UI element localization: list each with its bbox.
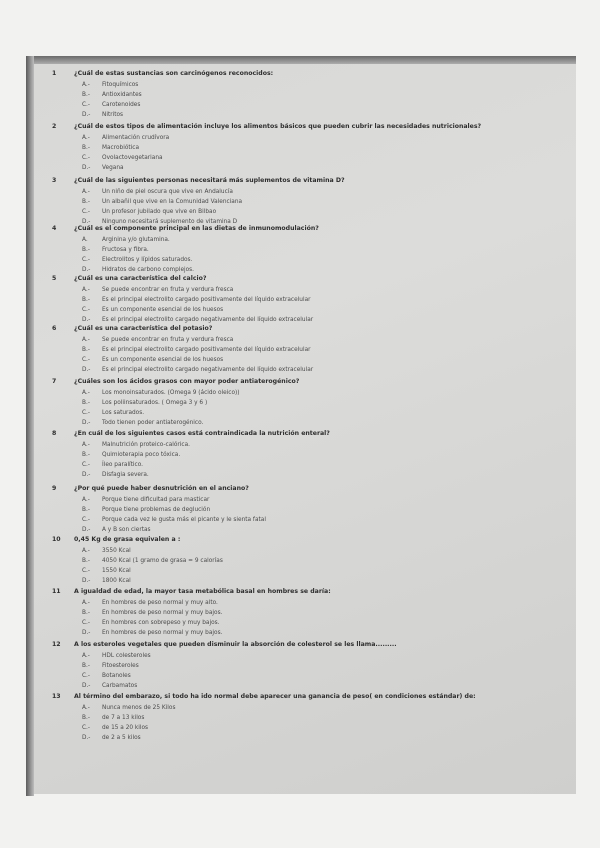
question-3 bbox=[34, 175, 574, 187]
option-letter: A. bbox=[82, 237, 88, 243]
option-letter: C.- bbox=[82, 209, 90, 215]
option-text: Íleo paralítico. bbox=[102, 462, 144, 468]
answer-option bbox=[34, 651, 554, 661]
answer-option bbox=[34, 305, 554, 315]
question-number: 8 bbox=[52, 430, 57, 437]
option-text: Nitritos bbox=[102, 112, 124, 118]
option-letter: C.- bbox=[82, 620, 90, 626]
option-text: Porque tiene problemas de deglución bbox=[102, 507, 211, 513]
answer-option bbox=[34, 556, 554, 566]
option-text: Es un componente esencial de los huesos bbox=[102, 307, 224, 313]
option-letter: C.- bbox=[82, 357, 90, 363]
option-text: Carbamatos bbox=[102, 683, 138, 689]
option-letter: C.- bbox=[82, 102, 90, 108]
question-number: 13 bbox=[52, 693, 61, 700]
answer-option bbox=[34, 608, 554, 618]
answer-option bbox=[34, 515, 554, 525]
option-text: Botanoles bbox=[102, 673, 131, 679]
option-letter: C.- bbox=[82, 725, 90, 731]
option-letter: A.- bbox=[82, 189, 90, 195]
answer-option bbox=[34, 495, 554, 505]
answer-option bbox=[34, 80, 554, 90]
option-letter: B.- bbox=[82, 400, 90, 406]
option-text: Ovolactovegetariana bbox=[102, 155, 163, 161]
option-text: A y B son ciertas bbox=[102, 527, 151, 533]
page-shadow-left bbox=[26, 56, 34, 796]
option-text: Disfagia severa. bbox=[102, 472, 149, 478]
question-text: ¿Cuál es el componente principal en las dietas de inmunomodulación? bbox=[74, 225, 319, 232]
question-text: A los esteroles vegetales que pueden disminuir la absorción de colesterol se les llama......... bbox=[74, 641, 397, 648]
answer-option bbox=[34, 285, 554, 295]
option-letter: D.- bbox=[82, 367, 91, 373]
option-letter: A.- bbox=[82, 705, 90, 711]
answer-option bbox=[34, 460, 554, 470]
option-text: Es el principal electrolito cargado positivamente del líquido extracelular bbox=[102, 347, 311, 353]
question-text: ¿En cuál de los siguientes casos está contraindicada la nutrición enteral? bbox=[74, 430, 330, 437]
option-letter: A.- bbox=[82, 287, 90, 293]
option-text: Vegana bbox=[102, 165, 124, 171]
option-text: Porque cada vez le gusta más el picante y le sienta fatal bbox=[102, 517, 266, 523]
option-letter: C.- bbox=[82, 673, 90, 679]
option-text: Todo tienen poder antiaterogénico. bbox=[102, 420, 204, 426]
question-text: ¿Cuál de estas sustancias son carcinógenos reconocidos: bbox=[74, 70, 274, 77]
question-4 bbox=[34, 223, 574, 235]
option-text: Los saturados. bbox=[102, 410, 145, 416]
answer-option bbox=[34, 618, 554, 628]
option-letter: D.- bbox=[82, 472, 91, 478]
option-letter: D.- bbox=[82, 735, 91, 741]
answer-option bbox=[34, 90, 554, 100]
question-text: ¿Cuál es una característica del calcio? bbox=[74, 275, 207, 282]
option-letter: A.- bbox=[82, 442, 90, 448]
option-text: 1800 Kcal bbox=[102, 578, 131, 584]
option-text: Los poliinsaturados. ( Omega 3 y 6 ) bbox=[102, 400, 208, 406]
answer-option bbox=[34, 335, 554, 345]
option-letter: B.- bbox=[82, 247, 90, 253]
question-13 bbox=[34, 691, 574, 703]
question-number: 7 bbox=[52, 378, 57, 385]
answer-option bbox=[34, 295, 554, 305]
option-text: Los monoinsaturados. (Omega 9 (ácido oleico)) bbox=[102, 390, 240, 396]
option-text: Electrolitos y lípidos saturados. bbox=[102, 257, 193, 263]
question-number: 6 bbox=[52, 325, 57, 332]
answer-option bbox=[34, 661, 554, 671]
option-letter: C.- bbox=[82, 462, 90, 468]
option-letter: A.- bbox=[82, 337, 90, 343]
option-text: 3550 Kcal bbox=[102, 548, 131, 554]
option-text: de 7 a 13 kilos bbox=[102, 715, 145, 721]
option-letter: B.- bbox=[82, 347, 90, 353]
option-text: Un albañil que vive en la Comunidad Valenciana bbox=[102, 199, 243, 205]
option-text: Hidratos de carbono complejos. bbox=[102, 267, 195, 273]
option-letter: D.- bbox=[82, 578, 91, 584]
option-text: 4050 Kcal (1 gramo de grasa = 9 calorías bbox=[102, 558, 223, 564]
answer-option bbox=[34, 110, 554, 120]
question-number: 3 bbox=[52, 177, 57, 184]
answer-option bbox=[34, 153, 554, 163]
option-text: Nunca menos de 25 Kilos bbox=[102, 705, 176, 711]
option-letter: B.- bbox=[82, 297, 90, 303]
option-letter: C.- bbox=[82, 257, 90, 263]
option-text: En hombres de peso normal y muy bajos. bbox=[102, 630, 223, 636]
answer-option bbox=[34, 143, 554, 153]
answer-option bbox=[34, 133, 554, 143]
question-number: 11 bbox=[52, 588, 61, 595]
option-text: Se puede encontrar en fruta y verdura fresca bbox=[102, 337, 234, 343]
question-text: ¿Cuál de estos tipos de alimentación incluye los alimentos básicos que pueden cubrir las necesidades nutricionales? bbox=[74, 123, 482, 130]
answer-option bbox=[34, 365, 554, 375]
question-9 bbox=[34, 483, 574, 495]
answer-option bbox=[34, 681, 554, 691]
option-letter: B.- bbox=[82, 199, 90, 205]
answer-option bbox=[34, 163, 554, 173]
answer-option bbox=[34, 408, 554, 418]
option-letter: B.- bbox=[82, 507, 90, 513]
question-number: 9 bbox=[52, 485, 57, 492]
answer-option bbox=[34, 713, 554, 723]
option-letter: B.- bbox=[82, 663, 90, 669]
option-letter: B.- bbox=[82, 145, 90, 151]
answer-option bbox=[34, 733, 554, 743]
option-letter: A.- bbox=[82, 653, 90, 659]
option-letter: D.- bbox=[82, 165, 91, 171]
option-letter: B.- bbox=[82, 558, 90, 564]
answer-option bbox=[34, 470, 554, 480]
option-text: Es el principal electrolito cargado negativamente del líquido extracelular bbox=[102, 317, 314, 323]
option-text: En hombres de peso normal y muy alto. bbox=[102, 600, 218, 606]
question-11 bbox=[34, 586, 574, 598]
answer-option bbox=[34, 505, 554, 515]
option-text: Un profesor jubilado que vive en Bilbao bbox=[102, 209, 217, 215]
answer-option bbox=[34, 388, 554, 398]
answer-option bbox=[34, 598, 554, 608]
option-letter: A.- bbox=[82, 548, 90, 554]
option-letter: D.- bbox=[82, 317, 91, 323]
option-letter: D.- bbox=[82, 112, 91, 118]
answer-option bbox=[34, 187, 554, 197]
option-letter: A.- bbox=[82, 497, 90, 503]
answer-option bbox=[34, 197, 554, 207]
option-letter: A.- bbox=[82, 390, 90, 396]
option-text: En hombres de peso normal y muy bajos. bbox=[102, 610, 223, 616]
option-letter: D.- bbox=[82, 420, 91, 426]
exam-sheet bbox=[34, 64, 576, 794]
answer-option bbox=[34, 100, 554, 110]
option-text: 1550 Kcal bbox=[102, 568, 131, 574]
answer-option bbox=[34, 235, 554, 245]
option-text: Porque tiene dificultad para masticar bbox=[102, 497, 210, 503]
answer-option bbox=[34, 628, 554, 638]
option-letter: C.- bbox=[82, 155, 90, 161]
option-letter: B.- bbox=[82, 452, 90, 458]
option-letter: B.- bbox=[82, 715, 90, 721]
answer-option bbox=[34, 355, 554, 365]
answer-option bbox=[34, 418, 554, 428]
answer-option bbox=[34, 255, 554, 265]
option-letter: C.- bbox=[82, 568, 90, 574]
option-text: Se puede encontrar en fruta y verdura fresca bbox=[102, 287, 234, 293]
option-text: Es el principal electrolito cargado negativamente del líquido extracelular bbox=[102, 367, 314, 373]
option-letter: A.- bbox=[82, 82, 90, 88]
option-letter: B.- bbox=[82, 92, 90, 98]
option-text: Es un componente esencial de los huesos bbox=[102, 357, 224, 363]
option-text: Alimentación crudívora bbox=[102, 135, 170, 141]
option-letter: A.- bbox=[82, 135, 90, 141]
option-text: Antioxidantes bbox=[102, 92, 142, 98]
question-number: 1 bbox=[52, 70, 57, 77]
answer-option bbox=[34, 546, 554, 556]
answer-option bbox=[34, 345, 554, 355]
option-letter: C.- bbox=[82, 517, 90, 523]
question-number: 10 bbox=[52, 536, 61, 543]
question-2 bbox=[34, 121, 574, 133]
option-letter: C.- bbox=[82, 410, 90, 416]
option-text: de 2 a 5 kilos bbox=[102, 735, 141, 741]
option-letter: D.- bbox=[82, 683, 91, 689]
option-text: HDL colesteroles bbox=[102, 653, 151, 659]
question-text: 0,45 Kg de grasa equivalen a : bbox=[74, 536, 181, 543]
answer-option bbox=[34, 576, 554, 586]
option-letter: D.- bbox=[82, 630, 91, 636]
question-10 bbox=[34, 534, 574, 546]
option-text: Fructosa y fibra. bbox=[102, 247, 149, 253]
answer-option bbox=[34, 671, 554, 681]
option-text: de 15 a 20 kilos bbox=[102, 725, 149, 731]
option-text: En hombres con sobrepeso y muy bajos. bbox=[102, 620, 220, 626]
option-letter: B.- bbox=[82, 610, 90, 616]
question-number: 5 bbox=[52, 275, 57, 282]
option-text: Fitoesteroles bbox=[102, 663, 139, 669]
option-text: Macrobiótica bbox=[102, 145, 140, 151]
option-letter: A.- bbox=[82, 600, 90, 606]
option-letter: D.- bbox=[82, 527, 91, 533]
question-text: ¿Cuál es una característica del potasio? bbox=[74, 325, 213, 332]
answer-option bbox=[34, 723, 554, 733]
option-letter: D.- bbox=[82, 219, 91, 225]
option-text: Fitoquímicos bbox=[102, 82, 139, 88]
option-text: Malnutrición proteico-calórica. bbox=[102, 442, 190, 448]
question-number: 4 bbox=[52, 225, 57, 232]
question-8 bbox=[34, 428, 574, 440]
answer-option bbox=[34, 566, 554, 576]
answer-option bbox=[34, 245, 554, 255]
question-7 bbox=[34, 376, 574, 388]
question-text: Al término del embarazo, si todo ha ido normal debe aparecer una ganancia de peso( en condiciones estándar) de: bbox=[74, 693, 476, 700]
question-6 bbox=[34, 323, 574, 335]
question-5 bbox=[34, 273, 574, 285]
option-text: Carotenoides bbox=[102, 102, 141, 108]
answer-option bbox=[34, 398, 554, 408]
question-text: ¿Cuál de las siguientes personas necesitará más suplementos de vitamina D? bbox=[74, 177, 345, 184]
question-12 bbox=[34, 639, 574, 651]
option-text: Ninguno necesitará suplemento de vitamina D bbox=[102, 219, 238, 225]
option-text: Un niño de piel oscura que vive en Andalucía bbox=[102, 189, 233, 195]
question-text: ¿Por qué puede haber desnutrición en el anciano? bbox=[74, 485, 249, 492]
answer-option bbox=[34, 703, 554, 713]
answer-option bbox=[34, 207, 554, 217]
option-text: Es el principal electrolito cargado positivamente del líquido extracelular bbox=[102, 297, 311, 303]
option-text: Arginina y/o glutamina. bbox=[102, 237, 170, 243]
question-number: 12 bbox=[52, 641, 61, 648]
question-text: A igualdad de edad, la mayor tasa metabólica basal en hombres se daría: bbox=[74, 588, 331, 595]
question-text: ¿Cuáles son los ácidos grasos con mayor poder antiaterogénico? bbox=[74, 378, 300, 385]
question-1 bbox=[34, 68, 574, 80]
option-letter: C.- bbox=[82, 307, 90, 313]
answer-option bbox=[34, 450, 554, 460]
option-letter: D.- bbox=[82, 267, 91, 273]
question-number: 2 bbox=[52, 123, 57, 130]
answer-option bbox=[34, 440, 554, 450]
option-text: Quimioterapia poco tóxica. bbox=[102, 452, 181, 458]
